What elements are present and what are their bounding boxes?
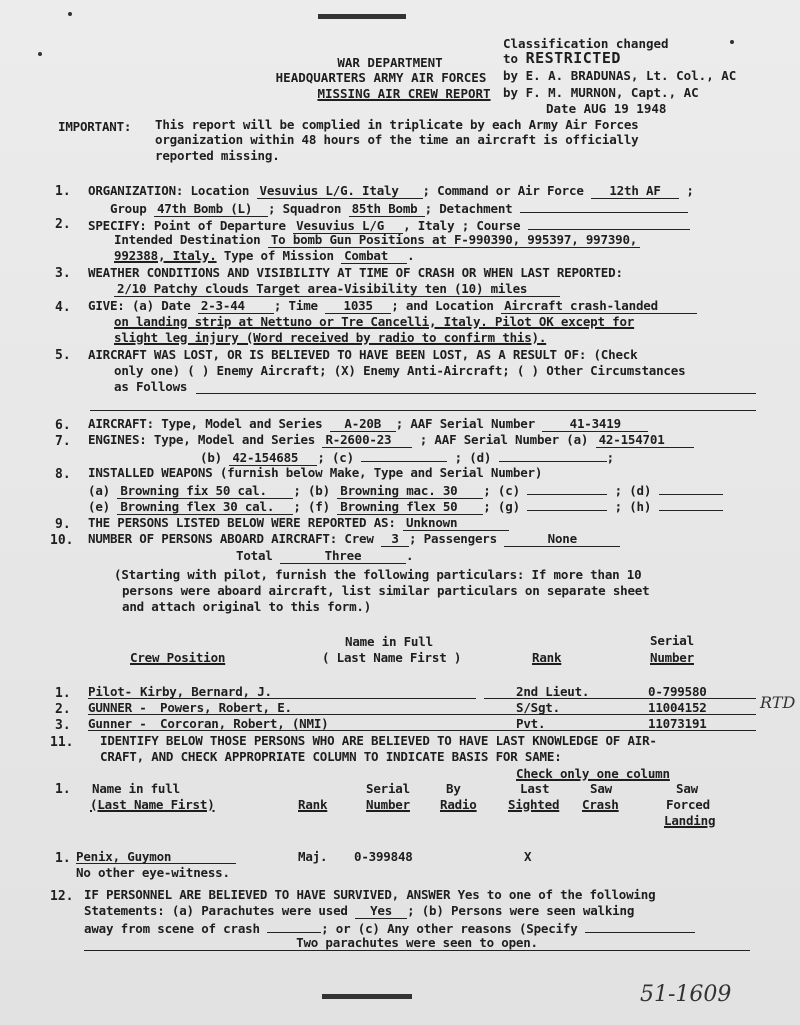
item-5-number: 5. [55,348,71,363]
location-field-cont-1: on landing strip at Nettuno or Tre Cancelli, Italy. Pilot OK except for [114,314,635,329]
item-1-number: 1. [55,184,71,199]
type-of-mission: Combat [341,248,407,264]
witness-header-saw-2: Crash [582,797,619,812]
item-4-line-2 [114,314,634,329]
item-6-line: AIRCRAFT: Type, Model and Series A-20B ; AAF Serial Number 41-3419 [88,416,648,432]
parachutes-used: Yes [355,903,407,919]
date-field: 2-3-44 [198,298,274,314]
stamp-to: to [503,51,519,66]
engine-serial-c [361,448,447,462]
persons-reported-as: Unknown [403,515,509,531]
group-field: 47th Bomb (L) [154,201,268,217]
witness-header-by-1: By [446,781,461,796]
crew-row-2-rank: S/Sgt. [516,700,560,715]
stamp-restricted: RESTRICTED [525,49,621,67]
item-4-line-1: GIVE: (a) Date 2-3-44 ; Time 1035 ; and Location Aircraft crash-landed [88,298,697,314]
seen-walking-field [267,919,321,933]
item-9-line: THE PERSONS LISTED BELOW WERE REPORTED AS: Unknown [88,515,509,531]
item-11-line-1: IDENTIFY BELOW THOSE PERSONS WHO ARE BELIEVED TO HAVE LAST KNOWLEDGE OF AIR- [100,733,657,748]
crew-row-3-number: 3. [55,718,71,733]
item-10-number: 10. [50,533,74,548]
item-3-value [114,281,560,297]
witness-header-forced-3: Landing [664,813,716,828]
witness-header-name-1: Name in full [92,781,180,796]
time-field: 1035 [325,298,391,314]
witness-header-number: 1. [55,782,71,797]
crew-header-name-2: ( Last Name First ) [322,650,462,665]
weapon-f: Browning flex 50 [337,499,483,515]
important-label: IMPORTANT: [58,119,132,134]
item-5-line-2: only one) ( ) Enemy Aircraft; (X) Enemy Anti-Aircraft; ( ) Other Circumstances [114,363,686,378]
location-field-cont-2: slight leg injury (Word received by radio to confirm this). [114,330,547,345]
total-persons: Three [280,548,406,564]
witness-header-rank: Rank [298,797,328,812]
stamp-line-1: Classification changed [503,36,669,51]
weapon-d [659,481,723,495]
weather-conditions: 2/10 Patchy clouds Target area-Visibility ten (10) miles [114,281,560,297]
item-1-line-1: ORGANIZATION: Location Vesuvius L/G. Italy ; Command or Air Force 12th AF ; [88,183,694,198]
margin-note-rtd: RTD [760,693,796,712]
check-only-one-column: Check only one column [516,766,670,781]
crew-count: 3 [381,531,409,547]
item-10-note-3: and attach original to this form.) [122,599,372,614]
header-line-2: HEADQUARTERS ARMY AIR FORCES [275,70,487,85]
weapon-b: Browning mac. 30 [337,483,483,499]
crew-row-1-serial: 0-799580 [648,684,707,699]
item-3-number: 3. [55,266,71,281]
crew-row-1-rank: 2nd Lieut. [516,684,590,699]
item-8-line-2: (a) Browning fix 50 cal. ; (b) Browning mac. 30 ; (c) ; (d) [88,481,723,499]
item-7-line-2: (b) 42-154685 ; (c) ; (d) ; [200,450,614,465]
item-1-line-2: Group 47th Bomb (L) ; Squadron 85th Bomb ; Detachment [110,199,688,217]
other-reasons-field [585,919,695,933]
item-12-line-4 [84,935,750,951]
crew-header-serial-1: Serial [650,633,694,648]
top-redaction-bar [318,14,406,19]
other-reasons-value: Two parachutes were seen to open. [84,935,750,951]
item-10-note-1: (Starting with pilot, furnish the following particulars: If more than 10 [114,567,642,582]
item-7-number: 7. [55,434,71,449]
header-line-3: MISSING AIR CREW REPORT [317,86,491,101]
witness-header-forced-1: Saw [676,781,698,796]
important-line-3: reported missing. [155,148,280,163]
item-5-line-1: AIRCRAFT WAS LOST, OR IS BELIEVED TO HAVE BEEN LOST, AS A RESULT OF: (Check [88,347,638,362]
point-of-departure: Vesuvius L/G [293,218,403,234]
crew-header-rank: Rank [532,650,562,665]
witness-row-last-sighted-mark: X [524,849,532,864]
squadron-field: 85th Bomb [349,201,425,217]
stamp-line-3: by E. A. BRADUNAS, Lt. Col., AC [503,68,737,83]
crew-header-serial-2: Number [650,650,694,665]
stamp-line-2 [503,50,621,67]
item-4-number: 4. [55,300,71,315]
witness-header-serial-2: Number [366,797,410,812]
item-11-line-2: CRAFT, AND CHECK APPROPRIATE COLUMN TO INDICATE BASIS FOR SAME: [100,749,562,764]
crew-row-1-name: Kirby, Bernard, J. [140,684,272,699]
stain-dot [38,52,42,56]
course-field [528,216,690,230]
crew-row-2-name: Powers, Robert, E. [160,700,292,715]
item-3-label: WEATHER CONDITIONS AND VISIBILITY AT TIME OF CRASH OR WHEN LAST REPORTED: [88,265,623,280]
passenger-count: None [504,531,620,547]
item-5-line-3: as Follows [114,379,188,394]
crew-row-2-position: GUNNER - [88,700,147,715]
witness-header-last-2: Sighted [508,797,560,812]
important-line-2: organization within 48 hours of the time an aircraft is officially [155,132,639,147]
witness-header-forced-2: Forced [666,797,710,812]
item-9-number: 9. [55,517,71,532]
item-7-line-1: ENGINES: Type, Model and Series R-2600-23 ; AAF Serial Number (a) 42-154701 [88,432,694,448]
intended-destination-cont: 992388, Italy. [114,248,217,263]
important-line-1: This report will be complied in triplicate by each Army Air Forces [155,117,639,132]
crew-row-1-line-b [484,698,756,699]
witness-header-by-2: Radio [440,797,477,812]
command-air-force: 12th AF [591,183,679,199]
witness-header-last-1: Last [520,781,550,796]
witness-header-name-2: (Last Name First) [90,797,215,812]
item-10-line-2: Total Three . [236,548,414,563]
header-line-1: WAR DEPARTMENT [337,55,443,70]
witness-note: No other eye-witness. [76,865,230,880]
item-12-line-2: Statements: (a) Parachutes were used Yes ; (b) Persons were seen walking [84,903,635,918]
item-11-number: 11. [50,735,74,750]
stamp-line-4: by F. M. MURNON, Capt., AC [503,85,699,100]
crew-row-1-position: Pilot- [88,684,132,699]
stain-dot [730,40,734,44]
stain-dot [68,12,72,16]
crew-header-position: Crew Position [130,650,226,665]
item-6-number: 6. [55,418,71,433]
crew-row-1-line [88,698,476,699]
crew-row-2-number: 2. [55,702,71,717]
item-2-number: 2. [55,217,71,232]
stamp-line-5: Date AUG 19 1948 [546,101,667,116]
item-12-number: 12. [50,889,74,904]
crew-row-3-serial: 11073191 [648,716,707,731]
crew-row-1-number: 1. [55,686,71,701]
organization-location: Vesuvius L/G. Italy [257,183,423,199]
engine-serial-a: 42-154701 [596,432,694,448]
aircraft-model: A-20B [330,416,396,432]
aircraft-serial: 41-3419 [542,416,648,432]
crew-row-3-name: Corcoran, Robert, (NMI) [160,716,329,731]
witness-header-serial-1: Serial [366,781,410,796]
witness-header-saw-1: Saw [590,781,612,796]
item-10-line-1: NUMBER OF PERSONS ABOARD AIRCRAFT: Crew 3 ; Passengers None [88,531,620,547]
item-10-note-2: persons were aboard aircraft, list similar particulars on separate sheet [122,583,650,598]
crew-row-2-serial: 11004152 [648,700,707,715]
other-circumstances-line-2 [90,410,756,411]
engine-serial-b: 42-154685 [229,450,317,466]
weapon-h [659,497,723,511]
item-2-line-3: 992388, Italy. Type of Mission Combat . [114,248,415,263]
item-8-label: INSTALLED WEAPONS (furnish below Make, Type and Serial Number) [88,465,543,480]
weapon-c [527,481,607,495]
weapon-g [527,497,607,511]
engine-model: R-2600-23 [322,432,412,448]
item-12-line-1: IF PERSONNEL ARE BELIEVED TO HAVE SURVIVED, ANSWER Yes to one of the following [84,887,656,902]
witness-row-name: Penix, Guymon [76,849,172,864]
witness-row-serial: 0-399848 [354,849,413,864]
engine-serial-d [499,448,607,462]
crew-row-3-rank: Pvt. [516,716,546,731]
item-8-number: 8. [55,467,71,482]
handwritten-file-number: 51-1609 [640,982,732,1007]
intended-destination: To bomb Gun Positions at F-990390, 995397, 997390, [268,232,640,248]
crew-row-3-line [88,730,756,731]
item-12-line-3: away from scene of crash ; or (c) Any other reasons (Specify [84,919,695,936]
item-2-line-2: Intended Destination To bomb Gun Positions at F-990390, 995397, 997390, [114,232,640,248]
item-4-line-3 [114,330,546,345]
item-2-line-1: SPECIFY: Point of Departure Vesuvius L/G , Italy ; Course [88,216,690,234]
weapon-e: Browning flex 30 cal. [117,499,293,515]
location-field: Aircraft crash-landed [501,298,697,314]
other-circumstances-line [196,393,756,394]
witness-row-number: 1. [55,851,71,866]
crew-header-name-1: Name in Full [345,634,433,649]
crew-row-2-line [88,714,756,715]
bottom-redaction-bar [322,994,412,999]
detachment-field [520,199,688,213]
witness-row-rank: Maj. [298,849,328,864]
crew-row-3-position: Gunner - [88,716,147,731]
item-8-line-3: (e) Browning flex 30 cal. ; (f) Browning flex 50 ; (g) ; (h) [88,497,723,515]
witness-row-line [76,863,236,864]
weapon-a: Browning fix 50 cal. [117,483,293,499]
